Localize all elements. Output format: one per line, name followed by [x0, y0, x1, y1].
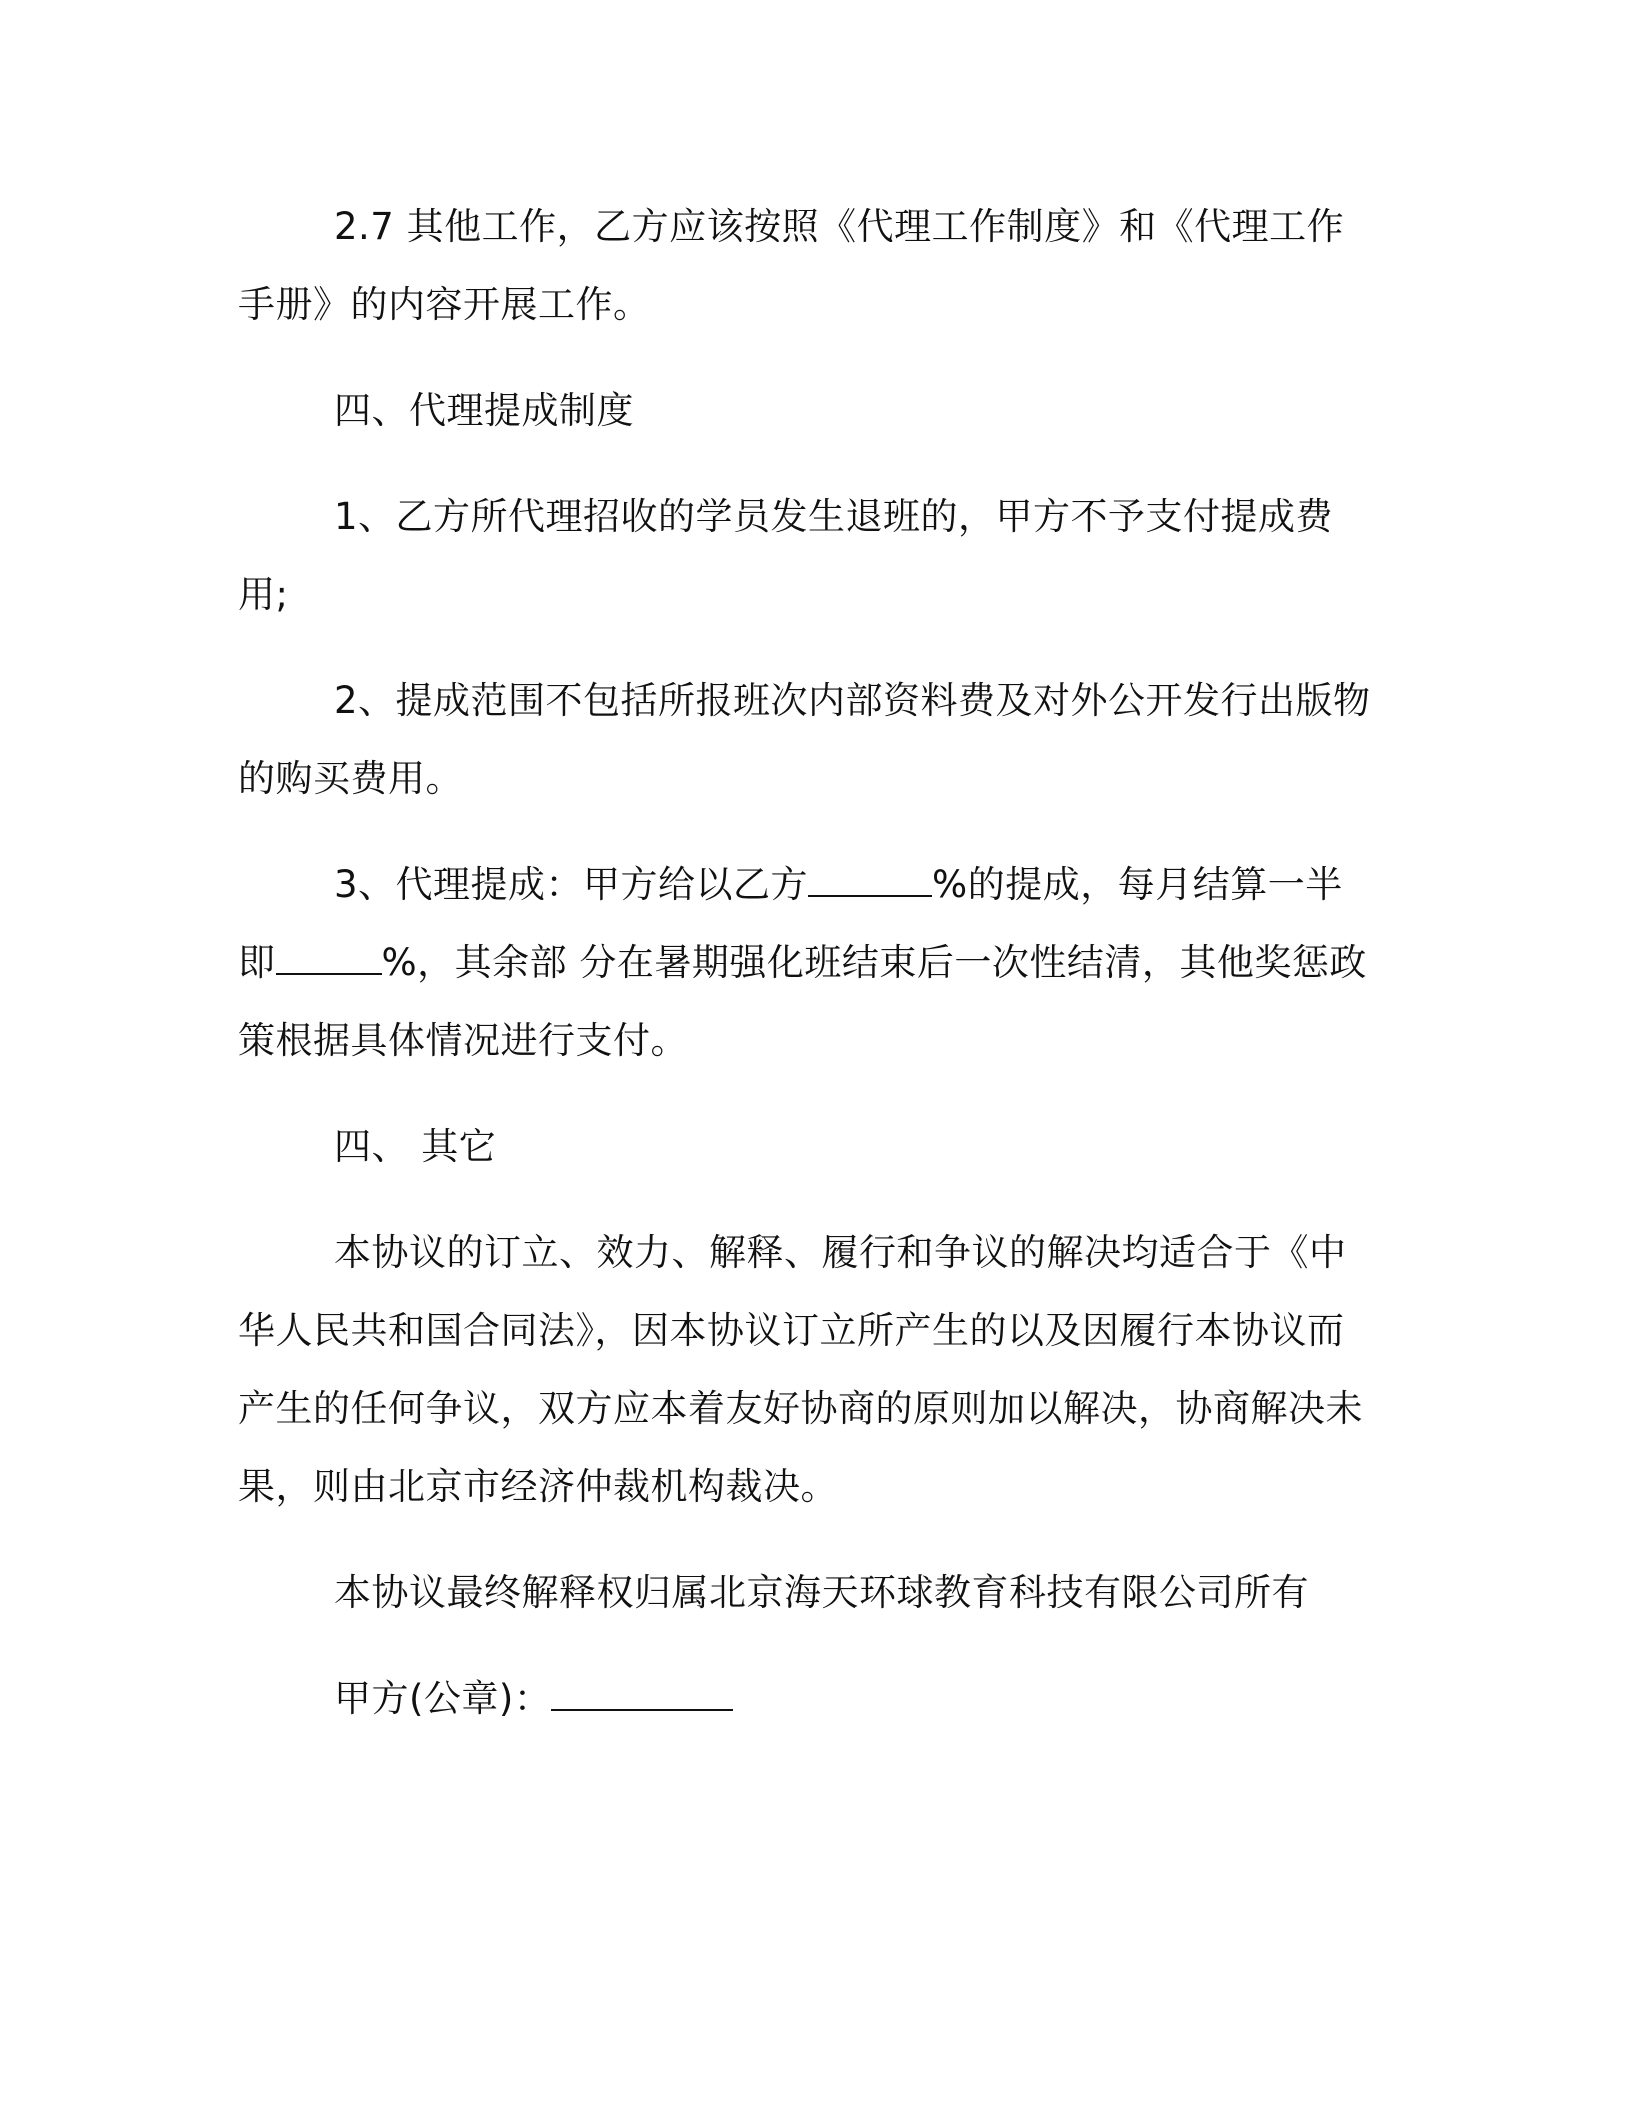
commission-item-3 [238, 846, 1378, 1080]
commission-item-3-text-c: %，其余部 分在暑期强化班结束后一次性结清，其他奖惩政策根据具体情况进行支付。 [238, 941, 1367, 1062]
heading-commission-system: 四、代理提成制度 [334, 389, 634, 432]
party-a-seal-blank [551, 1679, 733, 1711]
document-body [238, 188, 1378, 1766]
commission-item-3-text-a: 3、代理提成：甲方给以乙方 [334, 863, 809, 906]
clause-2-7: 2.7 其他工作，乙方应该按照《代理工作制度》和《代理工作手册》的内容开展工作。 [238, 205, 1345, 326]
commission-item-1: 1、乙方所代理招收的学员发生退班的，甲方不予支付提成费用; [238, 495, 1334, 616]
party-a-seal-line [238, 1660, 1378, 1738]
commission-item-3-text-b: %的提成，每月结算一半即 [238, 863, 1343, 984]
heading-other: 四、 其它 [334, 1125, 497, 1168]
commission-item-2: 2、提成范围不包括所报班次内部资料费及对外公开发行出版物的购买费用。 [238, 679, 1371, 800]
party-a-label: 甲方(公章)： [334, 1677, 552, 1720]
interpretation-paragraph: 本协议最终解释权归属北京海天环球教育科技有限公司所有 [334, 1571, 1309, 1614]
commission-rate-blank [808, 865, 932, 897]
monthly-rate-blank [276, 943, 382, 975]
governing-law-paragraph: 本协议的订立、效力、解释、履行和争议的解决均适合于《中华人民共和国合同法》，因本协议订立所产生的以及因履行本协议而产生的任何争议，双方应本着友好协商的原则加以解决，协商解决未果，则由北京市经济仲裁机构裁决。 [238, 1231, 1363, 1508]
